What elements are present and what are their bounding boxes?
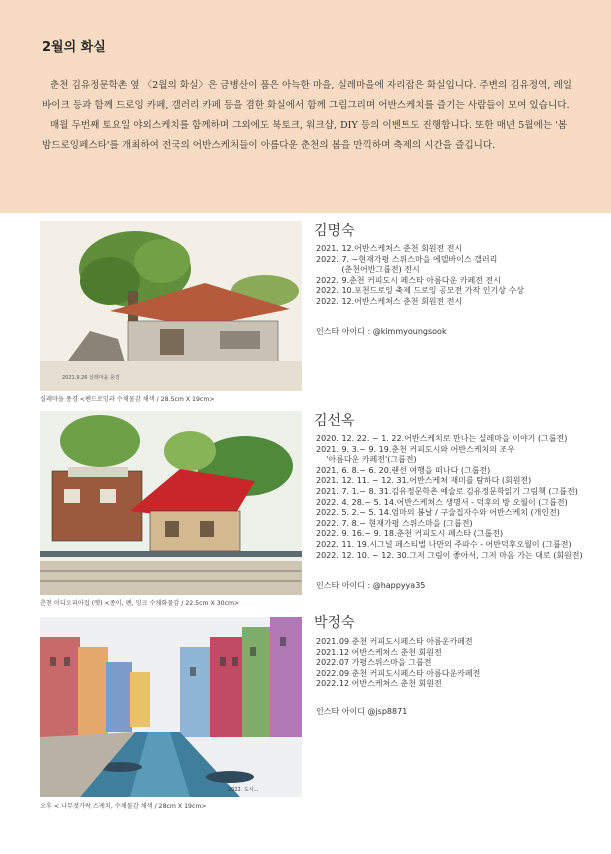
section-title: 2월의 화실: [42, 40, 106, 55]
exhibition-list: [316, 637, 606, 690]
painting-caption: 오후 < 나무젓가락 스케치, 수채물감 채색 / 28cm X 19cm>: [40, 803, 207, 810]
exhibition-list: [316, 244, 606, 308]
list-item: 2021. 9. 3.~ 9. 19.춘천 커피도시와 어반스케치의 조우: [316, 444, 515, 454]
list-item: 2021. 12. 11. ~ 12. 31.어반스케쳐 재미를 탐하다 (회원전): [316, 476, 532, 486]
painting-caption: 실레마을 풍경 <펜드로잉과 수채물감 채색 / 28.5cm X 19cm>: [40, 396, 215, 403]
list-item: 2022. 7. 8.~ 현재가평 스위스마을 (그룹전): [316, 518, 473, 528]
list-item: '아름다운 카페전'(그룹전): [316, 455, 417, 465]
painting-signature: 2022. 도시...: [228, 787, 259, 793]
artist-name: 김선옥: [314, 413, 355, 429]
instagram-id: 인스타 아이디 : @kimmyoungsook: [316, 327, 447, 336]
list-item: 2022.12 어반스케쳐스 춘천 회원전: [316, 679, 442, 689]
list-item: 2022. 4. 28.~ 5. 14.어반스케쳐스 생명서 - 덕후의 방 오월이 (그룹전): [316, 497, 568, 507]
list-item: 2022. 9.춘천 커피도시 페스타 아름다운 카페전 전시: [316, 275, 501, 285]
list-item: 2022. 11. 19.시그널 페스티벌 나만의 주파수 - 어반덕후오월이 (그룹전): [316, 539, 572, 549]
list-item: 2022. 12. 10. ~ 12. 30.그저 그림이 좋아서, 그저 마음 가는 대로 (회원전): [316, 550, 583, 560]
intro-paragraph-1: 춘천 김유정문학촌 옆 〈2월의 화실〉은 금병산이 품은 아늑한 마을, 실레마을에 자리잡은 화실입니다. 주변의 김유정역, 레일 바이크 등과 함께 드로잉 카페, 갤러리 카페 등을 겸한 화실에서 함께 그림그리며 어반스케치를 즐기는 사람들이 모여 있습니다.: [42, 80, 572, 111]
list-item: (춘천어반그룹전) 전시: [316, 265, 420, 275]
painting-silre-village: [40, 221, 302, 391]
instagram-id: 인스타 아이디 @jsp8871: [316, 707, 408, 716]
list-item: 2021. 6. 8.~ 6. 20.랜선 여행을 떠나다 (그룹전): [316, 465, 491, 475]
list-item: 2022. 9. 16.~ 9. 18.춘천 커피도시 페스타 (그룹전): [316, 529, 504, 539]
list-item: 2021.12 어반스케쳐스 춘천 회원전: [316, 647, 442, 657]
painting-canal-afternoon: [40, 617, 302, 797]
intro-paragraph-2: 매월 두번째 토요일 야외스케치를 함께하며 그외에도 북토크, 워크샵, DIY 등의 이벤트도 진행합니다. 또한 매년 5월에는 '봄 밤드로잉페스타'를 개최하여 전국의 어반스케처들이 아름다운 춘천의 봄을 만끽하며 축제의 시간을 즐깁니다.: [42, 120, 568, 151]
painting-caption: 춘천 이디오피아집 (옛) <종이, 펜, 잉크 수채화물감 / 22.5cm X 30cm>: [40, 600, 240, 607]
painting-ethiopia-house: [40, 411, 302, 595]
instagram-id: 인스타 아이디 : @happyya35: [316, 581, 426, 590]
list-item: 2022. 5. 2.~ 5. 14.엄마의 봄날 / 구술집자수와 어반스케치 (개인전): [316, 508, 560, 518]
list-item: 2021.09 춘천 커피도시페스타 아름운카페전: [316, 637, 473, 646]
list-item: 2020. 12. 22. ~ 1. 22.어반스케치로 만나는 실레마을 이야기 (그룹전): [316, 434, 568, 443]
list-item: 2021. 7. 1.~ 8. 31.김유정문학촌 예술로 김유정문학읽기 그림책 (그룹전): [316, 486, 578, 496]
list-item: 2022. 10.포천드로잉 축제 드로잉 공모전 가작 인기상 수상: [316, 286, 524, 296]
artist-name: 박정숙: [314, 615, 355, 631]
list-item: 2021. 12.어반스케쳐스 춘천 회원전 전시: [316, 244, 463, 253]
list-item: 2022. 7. ~현재가평 스위스마을 에델바이스 갤러리: [316, 254, 498, 264]
intro-text: [42, 76, 572, 156]
list-item: 2022. 12.어반스케쳐스 춘천 회원전 전시: [316, 296, 463, 306]
list-item: 2022.07 가평스위스마을 그룹전: [316, 658, 432, 668]
intro-section: [0, 0, 611, 213]
painting-signature: 2021.9.26 실레마을 풍경: [62, 375, 120, 381]
list-item: 2022.09 춘천 커피도시페스타 아름다운카페전: [316, 668, 481, 678]
exhibition-list: [316, 434, 606, 561]
artist-name: 김명숙: [314, 223, 355, 239]
